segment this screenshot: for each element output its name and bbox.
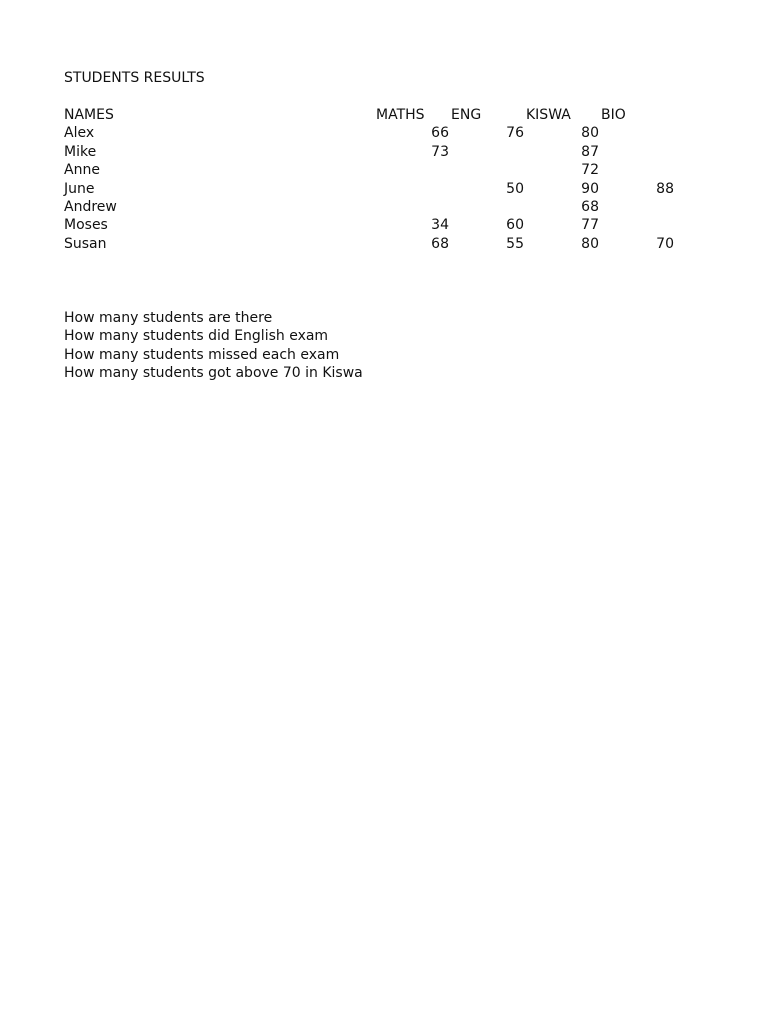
student-name: Susan <box>64 235 107 252</box>
student-name: Mike <box>64 143 97 160</box>
score-cell: 76 <box>506 125 524 142</box>
score-cell: 55 <box>506 235 524 252</box>
score-cell: 68 <box>581 198 599 215</box>
score-cell: 50 <box>506 180 524 197</box>
table-row <box>64 235 714 253</box>
header-names: NAMES <box>64 107 114 123</box>
student-name: June <box>64 180 95 197</box>
question-item: How many students are there <box>64 310 273 326</box>
question-item: How many students did English exam <box>64 328 329 345</box>
question-item: How many students got above 70 in Kiswa <box>64 365 363 382</box>
student-name: Anne <box>64 162 100 179</box>
results-table <box>64 106 714 253</box>
table-row <box>64 180 714 198</box>
table-row <box>64 143 714 161</box>
score-cell: 34 <box>431 217 449 234</box>
question-item: How many students missed each exam <box>64 346 340 363</box>
table-row <box>64 161 714 179</box>
score-cell: 87 <box>581 143 599 160</box>
score-cell: 88 <box>656 180 674 197</box>
score-cell: 66 <box>431 125 449 142</box>
score-cell: 70 <box>656 235 674 252</box>
score-cell: 90 <box>581 180 599 197</box>
score-cell: 72 <box>581 162 599 179</box>
table-row <box>64 216 714 234</box>
header-kiswa: KISWA <box>526 107 571 123</box>
table-row <box>64 124 714 142</box>
score-cell: 80 <box>581 235 599 252</box>
score-cell: 60 <box>506 217 524 234</box>
score-cell: 73 <box>431 143 449 160</box>
header-eng: ENG <box>451 107 482 123</box>
student-name: Alex <box>64 125 95 142</box>
questions-list <box>64 309 363 383</box>
score-cell: 68 <box>431 235 449 252</box>
student-name: Moses <box>64 217 108 234</box>
table-header-row <box>64 106 714 124</box>
student-name: Andrew <box>64 198 117 215</box>
table-row <box>64 198 714 216</box>
header-bio: BIO <box>601 107 626 123</box>
score-cell: 80 <box>581 125 599 142</box>
score-cell: 77 <box>581 217 599 234</box>
document-title: STUDENTS RESULTS <box>64 70 205 86</box>
header-maths: MATHS <box>376 107 425 123</box>
